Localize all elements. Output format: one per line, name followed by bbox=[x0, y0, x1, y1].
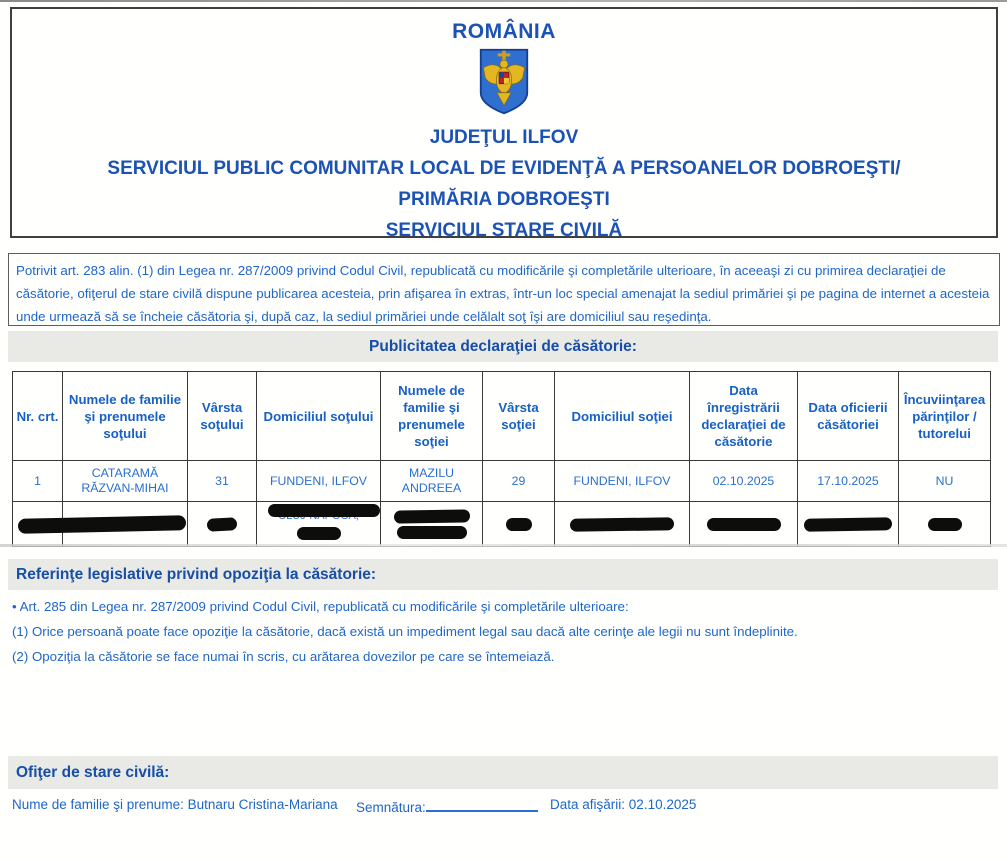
cell-parental-consent-redacted bbox=[899, 502, 991, 547]
col-header-ceremony-date: Data oficierii căsătoriei bbox=[798, 372, 899, 461]
redaction-mark bbox=[707, 518, 781, 531]
redaction-mark bbox=[804, 517, 892, 532]
section-title-officer: Ofiţer de stare civilă: bbox=[8, 756, 998, 789]
col-header-husband-name: Numele de familie şi prenumele soţului bbox=[63, 372, 188, 461]
cell-declaration-date: 02.10.2025 bbox=[690, 461, 798, 502]
cell-wife-name: MAZILU ANDREEA bbox=[381, 461, 483, 502]
col-header-wife-name: Numele de familie şi prenumele soţiei bbox=[381, 372, 483, 461]
letterhead bbox=[10, 7, 998, 241]
section-title-legal-references: Referinţe legislative privind opoziţia la căsătorie: bbox=[8, 559, 998, 590]
table-row bbox=[13, 461, 991, 502]
redaction-mark bbox=[268, 504, 380, 517]
marriage-declarations-table bbox=[12, 371, 991, 547]
redaction-mark bbox=[207, 517, 238, 532]
redaction-mark bbox=[297, 527, 341, 540]
scan-smear-artifact bbox=[0, 544, 1007, 547]
scan-edge-artifact bbox=[0, 0, 1007, 2]
col-header-wife-domicile: Domiciliul soţiei bbox=[555, 372, 690, 461]
cell-parental-consent: NU bbox=[899, 461, 991, 502]
cell-nr: 1 bbox=[13, 461, 63, 502]
col-header-wife-age: Vârsta soţiei bbox=[483, 372, 555, 461]
officer-name-line bbox=[12, 797, 338, 812]
col-header-parental-consent: Încuviinţarea părinţilor / tutorelui bbox=[899, 372, 991, 461]
redaction-mark bbox=[506, 518, 532, 531]
signature-line bbox=[356, 797, 538, 815]
country-title: ROMÂNIA bbox=[452, 20, 556, 43]
redaction-mark bbox=[393, 509, 469, 523]
cell-husband-domicile: FUNDENI, ILFOV bbox=[257, 461, 381, 502]
legal-item-paragraph-1: (1) Orice persoană poate face opoziţie la căsătorie, dacă există un impediment legal sau dacă alte cerinţe ale legii nu sunt îndeplinite. bbox=[12, 624, 798, 639]
romania-coat-of-arms-icon bbox=[12, 48, 996, 121]
cell-husband-age-redacted bbox=[188, 502, 257, 547]
officer-name-label: Nume de familie şi prenume: bbox=[12, 797, 184, 812]
table-header-row bbox=[13, 372, 991, 461]
cell-husband-domicile-redacted bbox=[257, 502, 381, 547]
cell-wife-domicile: FUNDENI, ILFOV bbox=[555, 461, 690, 502]
legal-item-paragraph-2: (2) Opoziţia la căsătorie se face numai în scris, cu arătarea dovezilor pe care se întemeiază. bbox=[12, 649, 555, 664]
legal-references bbox=[12, 598, 992, 673]
cell-wife-age-redacted bbox=[483, 502, 555, 547]
cell-wife-name-redacted bbox=[381, 502, 483, 547]
display-date-label: Data afişării: bbox=[550, 797, 626, 812]
col-header-declaration-date: Data înregistrării declaraţiei de căsătorie bbox=[690, 372, 798, 461]
cell-husband-age: 31 bbox=[188, 461, 257, 502]
col-header-husband-age: Vârsta soţului bbox=[188, 372, 257, 461]
redaction-mark bbox=[397, 526, 467, 539]
cityhall-title: PRIMĂRIA DOBROEŞTI bbox=[398, 189, 610, 210]
table-row-redacted bbox=[13, 502, 991, 547]
cell-husband-name: CATARAMĂ RĂZVAN-MIHAI bbox=[63, 461, 188, 502]
cell-ceremony-date-redacted bbox=[798, 502, 899, 547]
scan-fold-artifact bbox=[0, 712, 1007, 714]
section-title-publicity: Publicitatea declaraţiei de căsătorie: bbox=[8, 331, 998, 362]
signature-blank-line bbox=[426, 797, 538, 812]
cell-nr-redacted bbox=[13, 502, 63, 547]
redaction-mark bbox=[928, 518, 962, 531]
intro-paragraph: Potrivit art. 283 alin. (1) din Legea nr. 287/2009 privind Codul Civil, republicată cu modificările şi completările ulterioare, în aceeaşi zi cu primirea declaraţiei de căsătorie, ofiţerul de stare civilă dispune publicarea acesteia, prin afişarea în extras, într-un loc special amenajat la sediul primăriei şi pe pagina de internet a acesteia unde urmează să se încheie căsătoria şi, după caz, la sediul primăriei unde celălalt soţ îşi are domiciliul sau reşedinţa. bbox=[8, 253, 1000, 326]
legal-item-art285: • Art. 285 din Legea nr. 287/2009 privind Codul Civil, republicată cu modificările şi completările ulterioare: bbox=[12, 599, 629, 614]
display-date-line bbox=[550, 797, 696, 812]
cell-wife-age: 29 bbox=[483, 461, 555, 502]
cell-wife-domicile-redacted bbox=[555, 502, 690, 547]
service-title: SERVICIUL PUBLIC COMUNITAR LOCAL DE EVIDENŢĂ A PERSOANELOR DOBROEŞTI/ bbox=[107, 158, 901, 179]
county-title: JUDEŢUL ILFOV bbox=[429, 127, 579, 148]
col-header-husband-domicile: Domiciliul soţului bbox=[257, 372, 381, 461]
officer-name-value: Butnaru Cristina-Mariana bbox=[187, 797, 338, 812]
redaction-mark bbox=[570, 517, 674, 531]
cell-declaration-date-redacted bbox=[690, 502, 798, 547]
cell-ceremony-date: 17.10.2025 bbox=[798, 461, 899, 502]
display-date-value: 02.10.2025 bbox=[628, 797, 697, 812]
civil-status-title: SERVICIUL STARE CIVILĂ bbox=[385, 220, 623, 241]
col-header-nr: Nr. crt. bbox=[13, 372, 63, 461]
signature-label: Semnătura: bbox=[356, 800, 426, 815]
